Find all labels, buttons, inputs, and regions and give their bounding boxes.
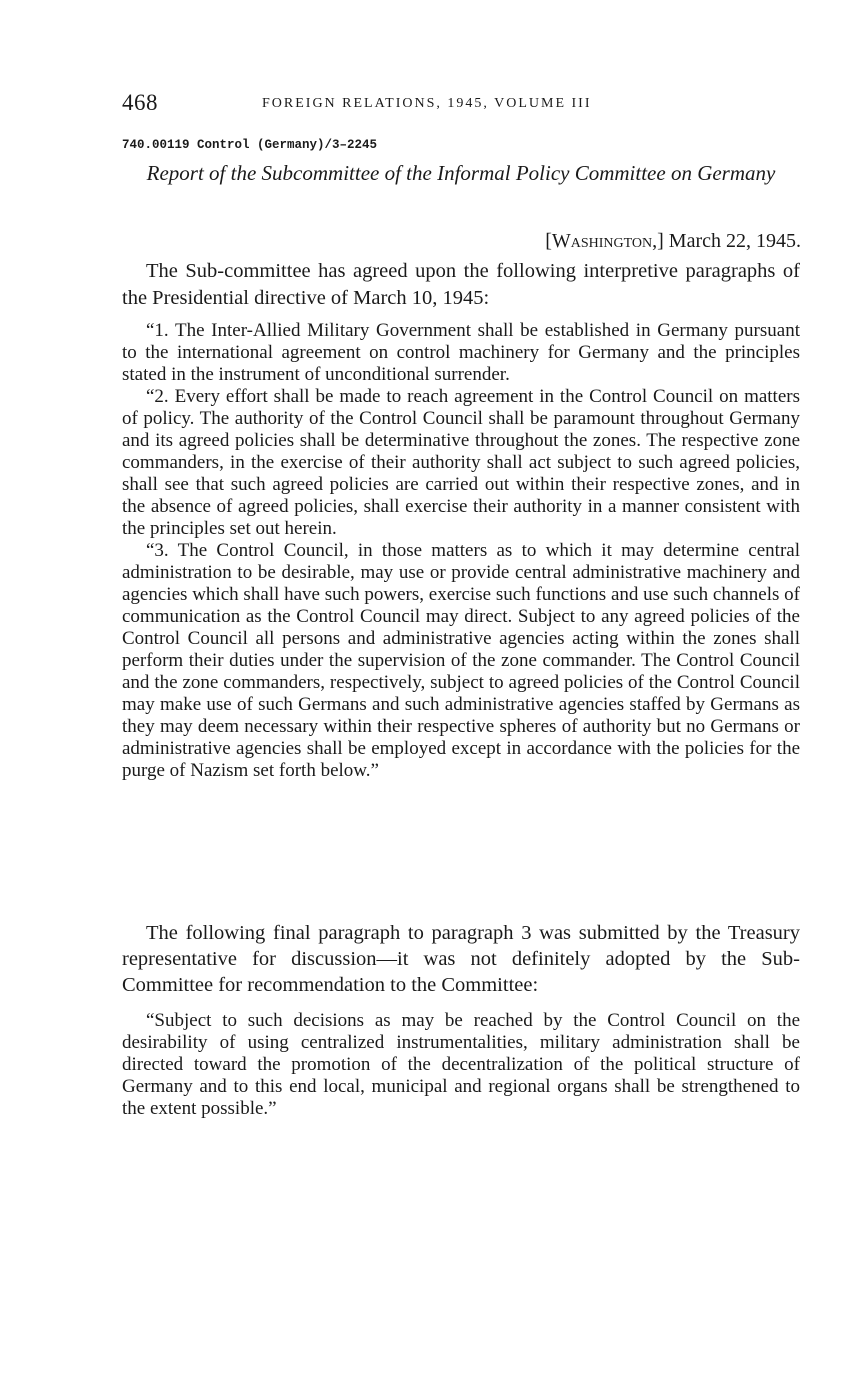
treasury-quote-text: “Subject to such decisions as may be reached by the Control Council on the desirability of using centralized instrumentalities, military administration shall be directed toward the promotion of the decentralization of the political structure of Germany and to this end local, municipal and regional organs shall be strengthened to the extent possible.” [122, 1010, 800, 1119]
file-reference: 740.00119 Control (Germany)/3–2245 [122, 138, 378, 152]
treasury-note [122, 920, 800, 998]
treasury-note-text: The following final paragraph to paragraph 3 was submitted by the Treasury representative for discussion—it was not definitely adopted by the Sub-Committee for recommendation to the Committee: [122, 922, 800, 996]
dateline-date: March 22, 1945. [668, 230, 801, 252]
page-number: 468 [122, 90, 158, 115]
intro-paragraph [122, 258, 800, 312]
paragraph-2: “2. Every effort shall be made to reach agreement in the Control Council on matters of policy. The authority of the Control Council shall be paramount throughout Germany and its agreed policies shall be determinative throughout the zones. The respective zone commanders, in the exercise of their authority shall act subject to such agreed policies, shall see that such agreed policies are carried out within their respective zones, and in the absence of agreed policies, shall exercise their authority in a manner consistent with the principles set out herein. [122, 386, 800, 539]
document-title: Report of the Subcommittee of the Informal Policy Committee on Germany [146, 161, 776, 185]
dateline [545, 230, 801, 253]
paragraph-1: “1. The Inter-Allied Military Government shall be established in Germany pursuant to the international agreement on control machinery for Germany and the principles stated in the instrument of unconditional surrender. [122, 320, 800, 385]
intro-text: The Sub-committee has agreed upon the following interpretive paragraphs of the Presidential directive of March 10, 1945: [122, 260, 800, 309]
dateline-place: [Washington,] [545, 230, 664, 252]
quoted-paragraphs [122, 320, 800, 782]
paragraph-3: “3. The Control Council, in those matters as to which it may determine central administration to be desirable, may use or provide central administrative machinery and agencies which shall have such powers, exercise such functions and use such channels of communication as the Control Council may direct. Subject to any agreed policies of the Control Council all persons and administrative agencies acting within the zones shall perform their duties under the supervision of the zone commander. The Control Council and the zone commanders, respectively, subject to agreed policies of the Control Council may make use of such Germans and such administrative agencies staffed by Germans as they may deem necessary within their respective spheres of authority but no Germans or administrative agencies shall be employed except in accordance with the policies for the purge of Nazism set forth below.” [122, 540, 800, 781]
page-header [122, 90, 802, 120]
running-head: FOREIGN RELATIONS, 1945, VOLUME III [262, 96, 592, 111]
treasury-quote [122, 1010, 800, 1120]
